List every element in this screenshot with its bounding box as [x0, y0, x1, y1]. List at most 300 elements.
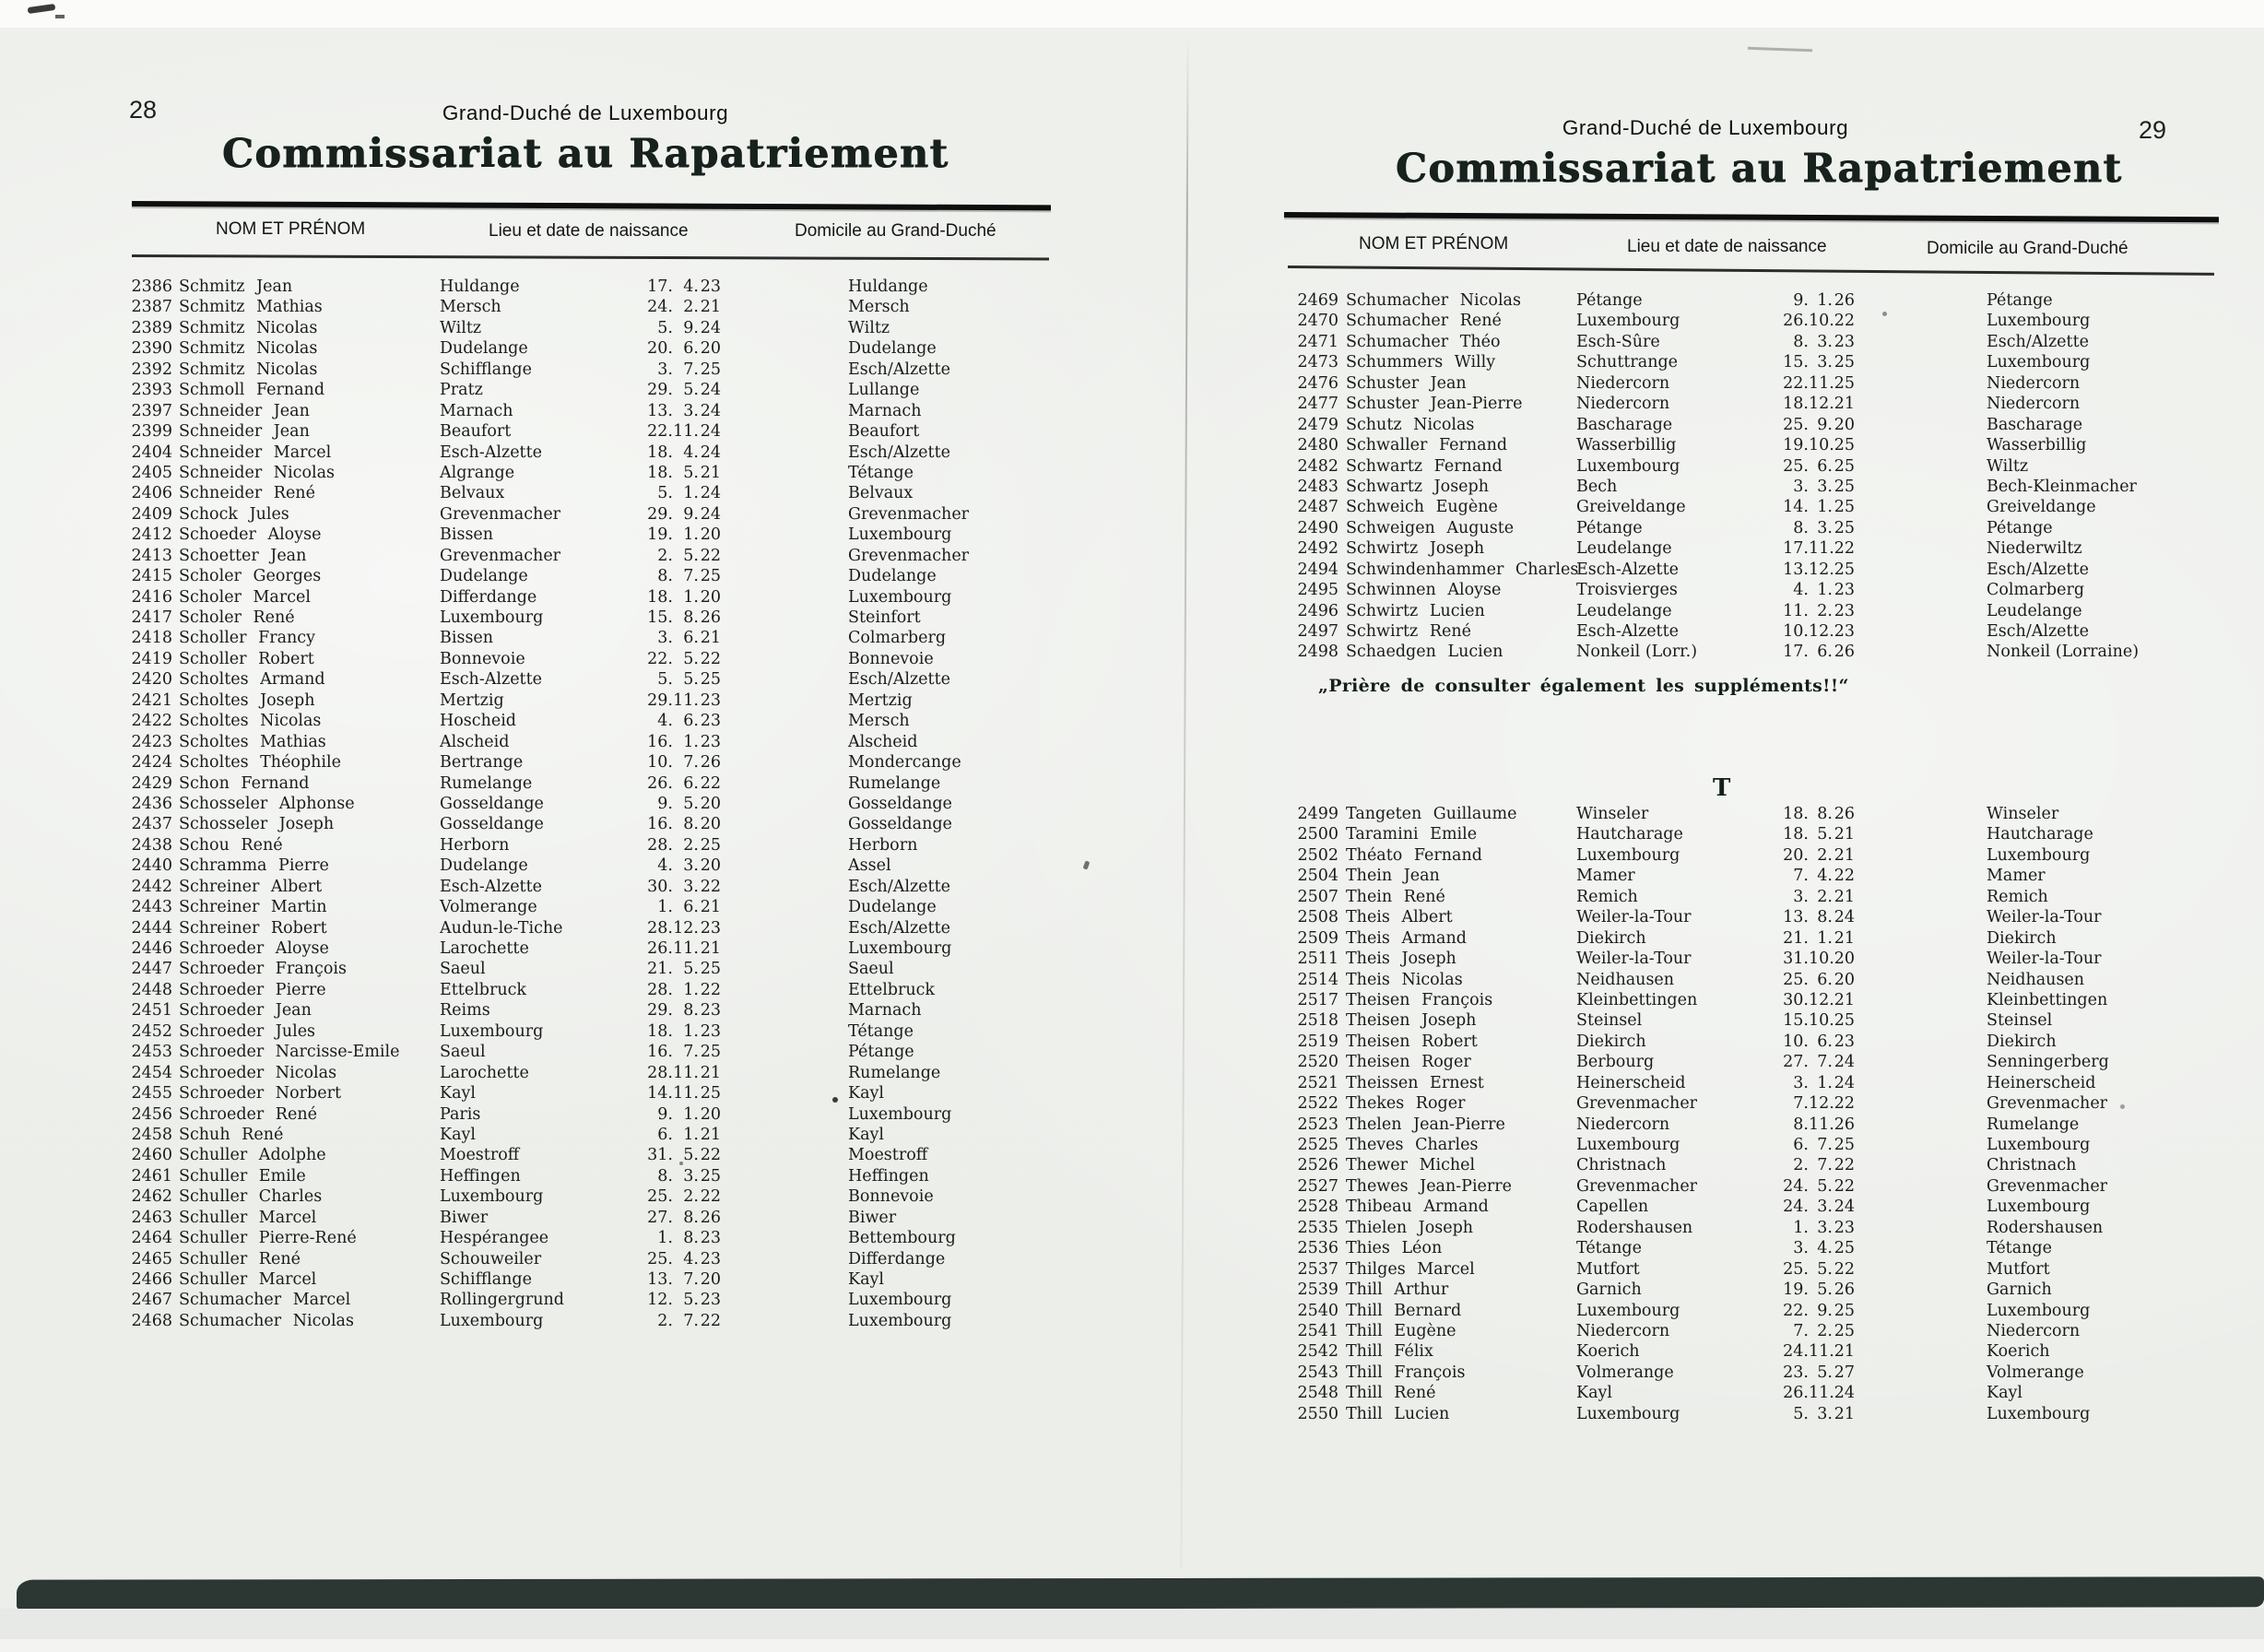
- entry-birth-day: 8.: [1793, 332, 1809, 351]
- table-row: [120, 773, 1051, 794]
- entry-birth-year: 24: [700, 484, 721, 503]
- entry-birthplace: Bech: [1576, 477, 1618, 496]
- entry-birth-month: 1.: [683, 484, 699, 503]
- entry-birth-year: 21: [1834, 395, 1855, 414]
- table-row: [1291, 1259, 2222, 1280]
- entry-birth-month: 1.: [683, 525, 699, 545]
- entry-name: Schmitz Jean: [179, 277, 293, 296]
- table-row: [120, 711, 1051, 731]
- entry-number: 2522: [1297, 1094, 1338, 1114]
- entry-domicile: Esch/Alzette: [848, 360, 950, 379]
- entry-birth-year: 23: [700, 918, 721, 938]
- entry-domicile: Esch/Alzette: [1987, 622, 2089, 641]
- entry-birth-month: 11.: [673, 939, 699, 958]
- entry-number: 2422: [131, 712, 172, 731]
- entry-birth-day: 7.: [1793, 867, 1809, 886]
- entry-birth-day: 27.: [647, 1208, 673, 1227]
- entry-number: 2518: [1297, 1011, 1338, 1031]
- entry-birth-month: 7.: [1817, 1053, 1833, 1072]
- entry-number: 2494: [1297, 560, 1338, 579]
- entry-domicile: Kleinbettingen: [1987, 990, 2108, 1009]
- entry-birth-year: 25: [700, 1084, 721, 1103]
- entry-birth-year: 20: [700, 1270, 721, 1289]
- entry-domicile: Herborn: [848, 835, 918, 855]
- entry-number: 2517: [1297, 990, 1338, 1009]
- entry-domicile: Mamer: [1987, 867, 2046, 886]
- entry-number: 2405: [131, 463, 172, 482]
- table-row: [120, 752, 1051, 773]
- table-row: [1291, 1115, 2222, 1135]
- entry-birth-year: 25: [1834, 456, 1855, 476]
- entry-name: Thewer Michel: [1346, 1156, 1476, 1175]
- entry-birth-year: 26: [1834, 291, 1855, 310]
- entry-birth-year: 25: [700, 567, 721, 586]
- entry-domicile: Senningerberg: [1987, 1053, 2109, 1072]
- entry-birth-month: 7.: [683, 567, 699, 586]
- entry-birthplace: Moestroff: [440, 1146, 520, 1165]
- entry-number: 2471: [1297, 332, 1338, 351]
- entry-birthplace: Christnach: [1576, 1156, 1667, 1175]
- entry-name: Schou René: [179, 835, 283, 855]
- entry-birth-day: 26.: [647, 773, 673, 793]
- table-row: [1291, 435, 2222, 455]
- entry-birth-day: 29.: [647, 690, 673, 710]
- table-row: [120, 856, 1051, 876]
- entry-name: Tangeten Guillaume: [1346, 805, 1517, 823]
- entry-birthplace: Mertzig: [440, 690, 504, 710]
- entry-number: 2509: [1297, 928, 1338, 948]
- entry-number: 2465: [131, 1249, 172, 1268]
- entry-birth-day: 13.: [647, 401, 673, 420]
- entry-birth-year: 21: [1834, 845, 1855, 865]
- entry-domicile: Lullange: [848, 381, 920, 400]
- supplements-note: „Prière de consulter également les suppléments!!“: [1318, 676, 1849, 696]
- table-row: [120, 463, 1051, 483]
- entry-domicile: Hautcharage: [1987, 825, 2093, 844]
- entry-birthplace: Luxembourg: [1576, 1136, 1680, 1154]
- table-row: [120, 814, 1051, 834]
- entry-birth-year: 25: [1834, 518, 1855, 537]
- entry-birth-day: 29.: [647, 381, 673, 400]
- entry-name: Schroeder René: [179, 1104, 317, 1124]
- entry-name: Scholer Georges: [179, 567, 322, 586]
- entry-birth-month: 5.: [1817, 1176, 1833, 1196]
- entry-birth-month: 12.: [1809, 560, 1834, 579]
- entry-birthplace: Audun-le-Tiche: [440, 918, 563, 938]
- entry-domicile: Luxembourg: [848, 587, 952, 607]
- entry-name: Thibeau Armand: [1346, 1198, 1489, 1217]
- entry-birthplace: Bissen: [440, 629, 494, 648]
- entry-domicile: Niedercorn: [1987, 373, 2081, 393]
- entry-number: 2537: [1297, 1259, 1338, 1279]
- entry-birthplace: Bissen: [440, 525, 494, 545]
- entry-name: Theissen Ernest: [1346, 1073, 1484, 1092]
- entry-birth-year: 24: [700, 401, 721, 420]
- entry-name: Scholtes Mathias: [179, 732, 326, 751]
- entry-number: 2437: [131, 815, 172, 834]
- entry-domicile: Diekirch: [1987, 928, 2057, 948]
- table-row: [1291, 311, 2222, 331]
- entry-birth-day: 25.: [1783, 970, 1809, 989]
- entry-birth-year: 21: [700, 1063, 721, 1082]
- entry-birth-day: 16.: [647, 1043, 673, 1062]
- entry-birth-month: 5.: [683, 670, 699, 690]
- entry-birth-year: 23: [1834, 332, 1855, 351]
- table-row: [1291, 580, 2222, 600]
- entry-birth-year: 23: [700, 712, 721, 731]
- entry-birthplace: Hoscheid: [440, 712, 517, 731]
- entry-birth-month: 5.: [683, 1291, 699, 1310]
- entry-birth-day: 15.: [1783, 353, 1809, 372]
- entry-birth-day: 19.: [647, 525, 673, 545]
- entry-domicile: Esch/Alzette: [848, 877, 950, 896]
- register-table-right-t: [1291, 804, 2222, 1424]
- entry-number: 2527: [1297, 1176, 1338, 1196]
- entry-birthplace: Grevenmacher: [440, 546, 561, 565]
- entry-birth-day: 16.: [647, 732, 673, 751]
- entry-birth-year: 27: [1834, 1363, 1855, 1382]
- entry-birth-year: 26: [700, 608, 721, 627]
- entry-name: Schreiner Martin: [179, 898, 327, 917]
- table-row: [1291, 1197, 2222, 1217]
- entry-name: Schuller Pierre-René: [179, 1229, 357, 1248]
- entry-birth-month: 6.: [683, 773, 699, 793]
- entry-birth-month: 12.: [1809, 622, 1834, 641]
- entry-birth-month: 4.: [1817, 1239, 1833, 1258]
- entry-name: Schreiner Albert: [179, 877, 323, 896]
- table-row: [120, 1249, 1051, 1269]
- entry-birthplace: Volmerange: [440, 898, 537, 917]
- scan-speck: [679, 1162, 683, 1165]
- entry-name: Schummers Willy: [1346, 353, 1496, 372]
- entry-domicile: Esch/Alzette: [848, 918, 950, 938]
- table-row: [1291, 949, 2222, 969]
- entry-name: Theis Albert: [1346, 908, 1453, 927]
- entry-number: 2550: [1297, 1404, 1338, 1423]
- entry-name: Schwirtz René: [1346, 622, 1471, 641]
- entry-name: Schon Fernand: [179, 773, 310, 793]
- table-row: [120, 959, 1051, 979]
- entry-birth-month: 4.: [1817, 867, 1833, 886]
- entry-birth-month: 5.: [1817, 1363, 1833, 1382]
- entry-birth-month: 8.: [683, 1208, 699, 1227]
- entry-number: 2480: [1297, 436, 1338, 455]
- entry-birth-day: 24.: [647, 298, 673, 317]
- entry-number: 2468: [131, 1311, 172, 1330]
- entry-birth-year: 23: [1834, 601, 1855, 620]
- entry-number: 2453: [131, 1043, 172, 1062]
- entry-birth-month: 9.: [683, 318, 699, 337]
- entry-birth-month: 7.: [683, 360, 699, 379]
- table-row: [1291, 1341, 2222, 1362]
- entry-birth-day: 4.: [1793, 581, 1809, 600]
- entry-name: Thill Arthur: [1346, 1280, 1449, 1300]
- entry-birth-month: 5.: [683, 381, 699, 400]
- table-row: [1291, 621, 2222, 642]
- entry-birthplace: Heinerscheid: [1576, 1073, 1686, 1092]
- entry-birth-day: 10.: [647, 753, 673, 773]
- entry-birth-year: 25: [1834, 1011, 1855, 1031]
- entry-birth-day: 15.: [1783, 1011, 1809, 1031]
- entry-birth-day: 17.: [647, 277, 673, 296]
- entry-number: 2461: [131, 1166, 172, 1186]
- table-row: [120, 297, 1051, 317]
- column-header-domicile-left: Domicile au Grand-Duché: [795, 221, 996, 241]
- entry-birthplace: Mersch: [440, 298, 501, 317]
- entry-number: 2500: [1297, 825, 1338, 844]
- entry-name: Thekes Roger: [1346, 1094, 1466, 1114]
- table-row: [1291, 845, 2222, 866]
- entry-name: Theisen François: [1346, 990, 1493, 1009]
- entry-birth-month: 2.: [683, 1187, 699, 1207]
- entry-birthplace: Bascharage: [1576, 415, 1673, 434]
- entry-name: Theisen Joseph: [1346, 1011, 1477, 1031]
- entry-name: Schuller Adolphe: [179, 1146, 326, 1165]
- table-row: [1291, 907, 2222, 927]
- entry-birth-day: 21.: [647, 960, 673, 979]
- entry-birth-year: 22: [1834, 1094, 1855, 1114]
- entry-name: Schutz Nicolas: [1346, 415, 1475, 434]
- entry-birth-month: 5.: [683, 463, 699, 482]
- entry-birth-month: 2.: [1817, 1321, 1833, 1340]
- entry-birthplace: Hautcharage: [1576, 825, 1683, 844]
- entry-birthplace: Niedercorn: [1576, 395, 1670, 414]
- table-row: [120, 918, 1051, 938]
- table-row: [120, 1166, 1051, 1186]
- register-table-right-s: [1291, 290, 2222, 663]
- entry-name: Thein Jean: [1346, 867, 1440, 886]
- entry-birth-day: 28.: [647, 918, 673, 938]
- entry-birthplace: Schouweiler: [440, 1249, 542, 1268]
- entry-birth-month: 3.: [1817, 353, 1833, 372]
- entry-birth-month: 8.: [683, 1229, 699, 1248]
- entry-name: Scholler Robert: [179, 649, 314, 668]
- entry-number: 2483: [1297, 477, 1338, 496]
- entry-domicile: Tétange: [1987, 1239, 2052, 1258]
- entry-birth-year: 21: [1834, 825, 1855, 844]
- entry-birth-month: 11.: [1809, 1384, 1834, 1403]
- table-row: [120, 649, 1051, 669]
- table-row: [1291, 1301, 2222, 1321]
- entry-number: 2438: [131, 835, 172, 855]
- entry-birthplace: Esch-Alzette: [1576, 560, 1679, 579]
- entry-birth-year: 20: [700, 794, 721, 813]
- entry-birthplace: Bertrange: [440, 753, 524, 773]
- entry-name: Schroeder Jean: [179, 1001, 312, 1021]
- entry-birth-year: 20: [700, 856, 721, 876]
- entry-name: Schwirtz Lucien: [1346, 601, 1485, 620]
- entry-name: Schwindenhammer Charles: [1346, 560, 1579, 579]
- entry-name: Theis Armand: [1346, 928, 1467, 948]
- entry-number: 2504: [1297, 867, 1338, 886]
- table-row: [120, 608, 1051, 628]
- entry-birth-year: 24: [1834, 1073, 1855, 1092]
- entry-domicile: Mondercange: [848, 753, 961, 773]
- table-row: [120, 628, 1051, 648]
- entry-name: Scholer René: [179, 608, 295, 627]
- entry-birthplace: Algrange: [440, 463, 515, 482]
- entry-number: 2543: [1297, 1363, 1338, 1382]
- table-row: [120, 338, 1051, 359]
- entry-birthplace: Diekirch: [1576, 928, 1646, 948]
- table-row: [1291, 1073, 2222, 1093]
- entry-birth-day: 24.: [1783, 1198, 1809, 1217]
- entry-birth-month: 1.: [1817, 1073, 1833, 1092]
- entry-domicile: Mutfort: [1987, 1259, 2050, 1279]
- table-row: [120, 546, 1051, 566]
- entry-birth-year: 23: [1834, 1218, 1855, 1237]
- entry-name: Schweich Eugène: [1346, 498, 1498, 517]
- entry-birth-day: 20.: [1783, 845, 1809, 865]
- table-row: [120, 1021, 1051, 1042]
- entry-number: 2387: [131, 298, 172, 317]
- entry-name: Scholler Francy: [179, 629, 315, 648]
- entry-domicile: Grevenmacher: [1987, 1094, 2108, 1114]
- entry-birth-month: 1.: [1817, 581, 1833, 600]
- entry-birth-month: 6.: [1817, 970, 1833, 989]
- table-row: [120, 877, 1051, 897]
- entry-birth-month: 12.: [1809, 395, 1834, 414]
- entry-name: Schaedgen Lucien: [1346, 643, 1503, 662]
- entry-birth-day: 2.: [657, 1311, 673, 1330]
- entry-birth-day: 13.: [1783, 560, 1809, 579]
- entry-birth-month: 8.: [1817, 908, 1833, 927]
- entry-birthplace: Leudelange: [1576, 539, 1672, 559]
- entry-name: Schosseler Alphonse: [179, 794, 355, 813]
- entry-domicile: Grevenmacher: [848, 504, 970, 524]
- entry-number: 2412: [131, 525, 172, 545]
- scan-speck: [2120, 1104, 2125, 1109]
- entry-birthplace: Hespérangee: [440, 1229, 549, 1248]
- entry-birth-year: 25: [1834, 1321, 1855, 1340]
- header-rule-thin-left: [132, 254, 1049, 260]
- entry-domicile: Heinerscheid: [1987, 1073, 2096, 1092]
- entry-birth-day: 22.: [1783, 1301, 1809, 1320]
- entry-birth-month: 6.: [683, 712, 699, 731]
- entry-birth-day: 8.: [1793, 1115, 1809, 1134]
- entry-birthplace: Ettelbruck: [440, 980, 527, 999]
- table-row: [1291, 804, 2222, 824]
- entry-birth-year: 25: [700, 835, 721, 855]
- entry-birth-month: 10.: [1809, 950, 1834, 969]
- table-row: [120, 1269, 1051, 1290]
- entry-domicile: Steinfort: [848, 608, 921, 627]
- entry-number: 2467: [131, 1291, 172, 1310]
- table-row: [1291, 970, 2222, 990]
- entry-birthplace: Luxembourg: [440, 1021, 544, 1041]
- entry-number: 2418: [131, 629, 172, 648]
- entry-name: Theis Joseph: [1346, 950, 1456, 969]
- entry-name: Schweigen Auguste: [1346, 518, 1515, 537]
- entry-birthplace: Grevenmacher: [440, 504, 561, 524]
- entry-name: Thill Félix: [1346, 1342, 1433, 1362]
- entry-birthplace: Luxembourg: [1576, 312, 1680, 331]
- entry-name: Schuster Jean-Pierre: [1346, 395, 1523, 414]
- entry-domicile: Rumelange: [1987, 1115, 2080, 1134]
- entry-domicile: Differdange: [848, 1249, 946, 1268]
- entry-birthplace: Volmerange: [1576, 1363, 1674, 1382]
- entry-domicile: Niedercorn: [1987, 1321, 2081, 1340]
- entry-birth-year: 22: [1834, 1176, 1855, 1196]
- entry-birth-day: 5.: [657, 484, 673, 503]
- entry-number: 2514: [1297, 970, 1338, 989]
- entry-domicile: Steinsel: [1987, 1011, 2053, 1031]
- entry-domicile: Kayl: [848, 1270, 884, 1289]
- entry-domicile: Kayl: [848, 1084, 884, 1103]
- entry-number: 2442: [131, 877, 172, 896]
- table-row: [1291, 373, 2222, 394]
- entry-birth-month: 3.: [1817, 518, 1833, 537]
- table-row: [120, 1228, 1051, 1248]
- entry-birth-month: 11.: [1809, 1115, 1834, 1134]
- entry-birth-year: 22: [1834, 312, 1855, 331]
- entry-birth-month: 10.: [1809, 312, 1834, 331]
- table-row: [1291, 887, 2222, 907]
- section-letter-t: T: [1713, 774, 1731, 802]
- scan-top-edge: [0, 0, 2264, 28]
- entry-name: Théato Fernand: [1346, 845, 1482, 865]
- entry-birth-year: 25: [1834, 373, 1855, 393]
- entry-domicile: Neidhausen: [1987, 970, 2085, 989]
- entry-birth-day: 29.: [647, 504, 673, 524]
- entry-birth-year: 21: [1834, 928, 1855, 948]
- entry-name: Schroeder François: [179, 960, 347, 979]
- table-row: [1291, 1052, 2222, 1072]
- entry-birth-month: 11.: [673, 1063, 699, 1082]
- page-number-left: 28: [129, 96, 158, 124]
- entry-birth-year: 24: [700, 318, 721, 337]
- entry-domicile: Rumelange: [848, 1063, 941, 1082]
- entry-birth-day: 27.: [1783, 1053, 1809, 1072]
- entry-birth-day: 3.: [1793, 1073, 1809, 1092]
- entry-name: Schuller Marcel: [179, 1270, 317, 1289]
- entry-birthplace: Gosseldange: [440, 794, 544, 813]
- table-row: [1291, 1135, 2222, 1155]
- entry-domicile: Dudelange: [848, 567, 937, 586]
- entry-name: Schoetter Jean: [179, 546, 307, 565]
- entry-birth-day: 26.: [647, 939, 673, 958]
- entry-birth-year: 25: [700, 360, 721, 379]
- entry-birthplace: Berbourg: [1576, 1053, 1655, 1072]
- entry-number: 2499: [1297, 805, 1338, 823]
- entry-birthplace: Garnich: [1576, 1280, 1642, 1300]
- entry-birth-day: 5.: [1793, 1404, 1809, 1423]
- entry-birthplace: Luxembourg: [1576, 1301, 1680, 1320]
- entry-birth-day: 26.: [1783, 1384, 1809, 1403]
- entry-birth-day: 22.: [1783, 373, 1809, 393]
- entry-birthplace: Luxembourg: [1576, 845, 1680, 865]
- entry-domicile: Luxembourg: [1987, 312, 2091, 331]
- table-row: [120, 1063, 1051, 1083]
- entry-domicile: Saeul: [848, 960, 894, 979]
- entry-birth-day: 28.: [647, 980, 673, 999]
- table-row: [120, 483, 1051, 503]
- entry-domicile: Dudelange: [848, 898, 937, 917]
- entry-number: 2416: [131, 587, 172, 607]
- entry-birth-day: 20.: [647, 339, 673, 359]
- table-row: [1291, 477, 2222, 497]
- entry-name: Thewes Jean-Pierre: [1346, 1176, 1512, 1196]
- entry-domicile: Christnach: [1987, 1156, 2077, 1175]
- table-row: [120, 980, 1051, 1000]
- entry-number: 2460: [131, 1146, 172, 1165]
- entry-birth-day: 29.: [647, 1001, 673, 1021]
- entry-birth-year: 24: [700, 422, 721, 442]
- entry-number: 2417: [131, 608, 172, 627]
- entry-name: Schuller Emile: [179, 1166, 306, 1186]
- table-row: [120, 1186, 1051, 1207]
- entry-birth-day: 18.: [647, 587, 673, 607]
